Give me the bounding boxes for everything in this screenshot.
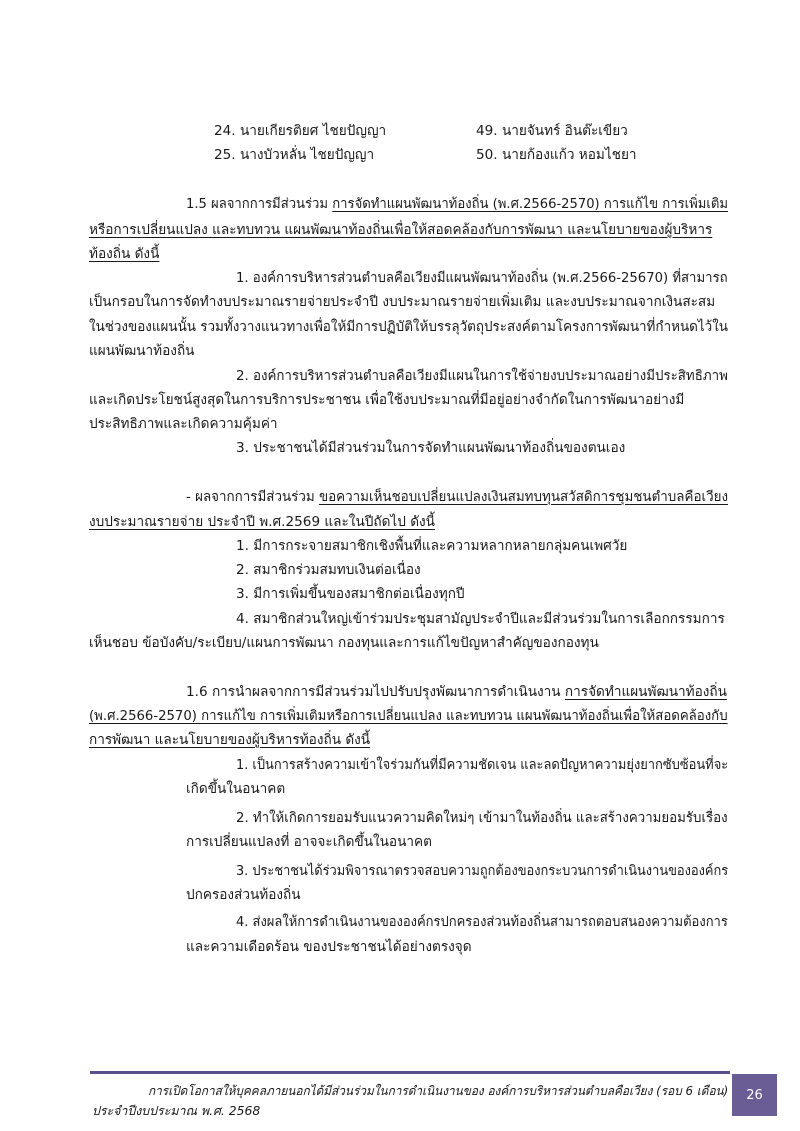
section-1-5-item-3: 3. ประชาชนได้มีส่วนร่วมในการจัดทำแผนพัฒนาท้องถิ่นของตนเอง	[236, 440, 626, 456]
name-entry: 50. นายก้องแก้ว หอมไชยา	[476, 147, 637, 163]
section-1-6-item-2: 2. ทำให้เกิดการยอมรับแนวความคิดใหม่ๆ เข้ามาในท้องถิ่น และสร้างความยอมรับเรื่อง	[236, 810, 728, 826]
page-number: 26	[732, 1074, 777, 1116]
section-1-5-heading	[186, 194, 728, 214]
section-1-5-lead: 1.5 ผลจากการมีส่วนร่วม	[186, 196, 333, 212]
section-1-5-item-2: 2. องค์การบริหารส่วนตำบลคือเวียงมีแผนในการใช้จ่ายงบประมาณอย่างมีประสิทธิภาพ	[236, 368, 728, 384]
section-1-6-lead: 1.6 การนำผลจากการมีส่วนร่วมไปปรับปรุงพัฒนาการดำเนินงาน	[186, 684, 565, 700]
fund-item-2: 2. สมาชิกร่วมสมทบเงินต่อเนื่อง	[236, 562, 421, 578]
name-entry: 24. นายเกียรติยศ ไชยปัญญา	[214, 123, 387, 139]
footer-caption: การเปิดโอกาสให้บุคคลภายนอกได้มีส่วนร่วมในการดำเนินงานของ องค์การบริหารส่วนตำบลคือเวียง (รอบ 6 เดือน)	[148, 1083, 729, 1098]
footer-divider	[90, 1071, 730, 1074]
section-1-5-item-1-line: ในช่วงของแผนนั้น รวมทั้งวางแนวทางเพื่อให้มีการปฏิบัติให้บรรลุวัตถุประสงค์ตามโครงการพัฒนาที่กำหนดไว้ใน	[89, 319, 728, 335]
fund-heading	[186, 487, 728, 507]
section-1-6-item-4-line: และความเดือดร้อน ของประชาชนได้อย่างตรงจุด	[186, 939, 472, 955]
fund-item-3: 3. มีการเพิ่มขึ้นของสมาชิกต่อเนื่องทุกปี	[236, 586, 465, 602]
section-1-5-item-2-line: ประสิทธิภาพและเกิดความคุ้มค่า	[89, 416, 278, 432]
section-1-6-item-1: 1. เป็นการสร้างความเข้าใจร่วมกันที่มีความชัดเจน และลดปัญหาความยุ่งยากซับซ้อนที่จะ	[236, 757, 729, 773]
section-1-5-item-2-line: และเกิดประโยชน์สูงสุดในการบริการประชาชน เพื่อใช้งบประมาณที่มีอยู่อย่างจำกัดในการพัฒนาอย่างมี	[89, 392, 685, 408]
section-1-6-item-1-line: เกิดขึ้นในอนาคต	[186, 781, 286, 797]
section-1-5-item-1-line: แผนพัฒนาท้องถิ่น	[89, 343, 195, 359]
section-1-6-item-4: 4. ส่งผลให้การดำเนินงานขององค์กรปกครองส่วนท้องถิ่นสามารถตอบสนองความต้องการ	[236, 914, 728, 930]
fund-lead: - ผลจากการมีส่วนร่วม	[186, 489, 319, 505]
fund-title-line: งบประมาณรายจ่าย ประจำปี พ.ศ.2569 และในปีถัดไป ดังนี้	[89, 514, 435, 530]
section-1-6-heading	[186, 682, 727, 702]
section-1-5-title-line: ท้องถิ่น ดังนี้	[89, 246, 160, 262]
section-1-6-item-2-line: การเปลี่ยนแปลงที่ อาจจะเกิดขึ้นในอนาคต	[186, 834, 432, 850]
section-1-5-title: การจัดทำแผนพัฒนาท้องถิ่น (พ.ศ.2566-2570) การแก้ไข การเพิ่มเติม	[332, 196, 729, 212]
fund-item-4: 4. สมาชิกส่วนใหญ่เข้าร่วมประชุมสามัญประจำปีและมีส่วนร่วมในการเลือกกรรมการ	[236, 611, 725, 627]
name-entry: 49. นายจันทร์ อินต๊ะเขียว	[476, 123, 628, 139]
fund-item-1: 1. มีการกระจายสมาชิกเชิงพื้นที่และความหลากหลายกลุ่มคนเพศวัย	[236, 538, 628, 554]
name-entry: 25. นางบัวหลั่น ไชยปัญญา	[214, 147, 375, 163]
section-1-6-item-3: 3. ประชาชนได้ร่วมพิจารณาตรวจสอบความถูกต้องของกระบวนการดำเนินงานขององค์กร	[236, 863, 729, 879]
footer-caption-year: ประจำปีงบประมาณ พ.ศ. 2568	[92, 1103, 261, 1118]
section-1-6-title-line: (พ.ศ.2566-2570) การแก้ไข การเพิ่มเติมหรือการเปลี่ยนแปลง และทบทวน แผนพัฒนาท้องถิ่นเพื่อให้สอดคล้องกับ	[89, 708, 728, 724]
section-1-6-title: การจัดทำแผนพัฒนาท้องถิ่น	[564, 684, 727, 700]
section-1-6-title-line: การพัฒนา และนโยบายของผู้บริหารท้องถิ่น ดังนี้	[89, 732, 371, 748]
fund-title: ขอความเห็นชอบเปลี่ยนแปลงเงินสมทบทุนสวัสดิการชุมชนตำบลคือเวียง	[318, 489, 729, 505]
section-1-5-title-line: หรือการเปลี่ยนแปลง และทบทวน แผนพัฒนาท้องถิ่นเพื่อให้สอดคล้องกับการพัฒนา และนโยบายของผู้บริหาร	[89, 222, 713, 238]
section-1-5-item-1-line: เป็นกรอบในการจัดทำงบประมาณรายจ่ายประจำปี งบประมาณรายจ่ายเพิ่มเติม และงบประมาณจากเงินสะสม	[89, 294, 716, 310]
fund-item-4-line: เห็นชอบ ข้อบังคับ/ระเบียบ/แผนการพัฒนา กองทุนและการแก้ไขปัญหาสำคัญของกองทุน	[89, 635, 599, 651]
section-1-6-item-3-line: ปกครองส่วนท้องถิ่น	[186, 887, 301, 903]
section-1-5-item-1: 1. องค์การบริหารส่วนตำบลคือเวียงมีแผนพัฒนาท้องถิ่น (พ.ศ.2566-25670) ที่สามารถ	[236, 270, 728, 286]
